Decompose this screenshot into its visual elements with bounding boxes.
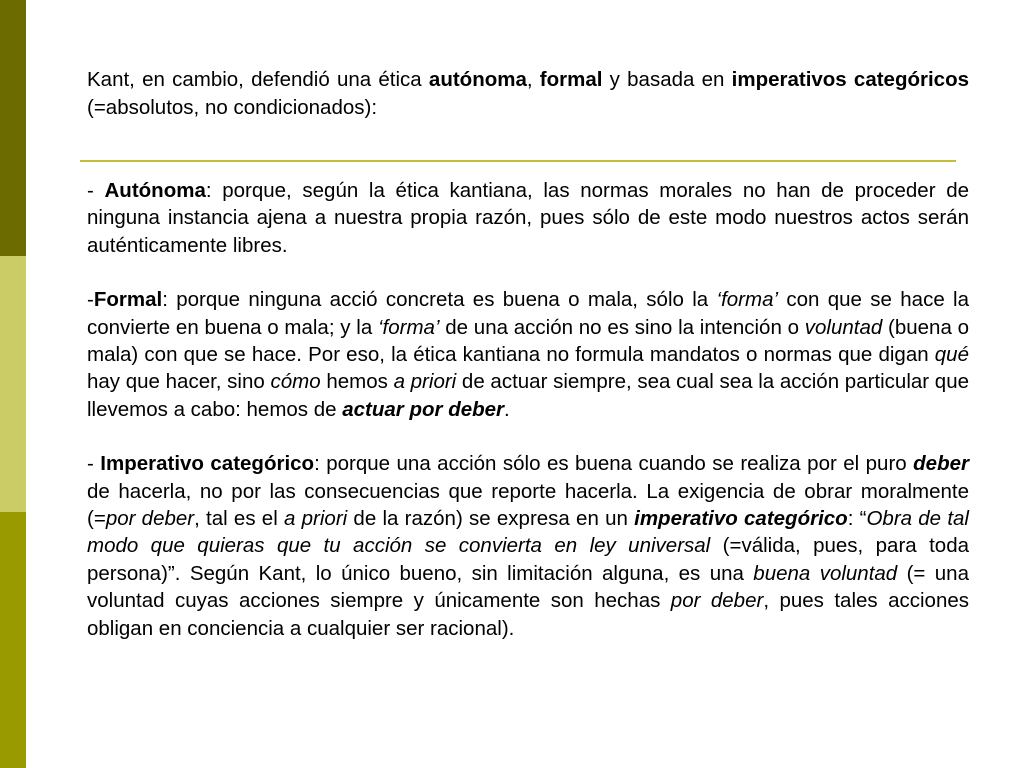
text-run: , pues tales acciones obligan en conciencia a cualquier ser racional).: [87, 589, 969, 640]
text-run: , tal es el: [194, 507, 284, 531]
decorative-sidebar: [0, 0, 26, 768]
heading-imperativo: Imperativo categórico: [100, 452, 315, 476]
text-run: -: [87, 179, 105, 202]
term-imperativos-categoricos: imperativos categóricos: [731, 68, 970, 91]
italic-run: voluntad: [804, 315, 883, 339]
italic-run: a priori: [393, 370, 457, 394]
bold-italic-run: actuar por deber: [342, 397, 505, 421]
italic-run: por deber: [105, 507, 195, 531]
heading-formal: Formal: [93, 288, 163, 312]
text-run: (= una voluntad cuyas acciones siempre y únicamente son hechas: [87, 561, 969, 613]
text-run: -: [87, 452, 101, 476]
term-formal: formal: [539, 68, 603, 91]
italic-run: buena voluntad: [753, 561, 898, 585]
italic-run: qué: [934, 343, 969, 367]
text-run: de hacerla, no por las consecuencias que reporte hacerla. La exigencia de obrar moralmente (=: [87, 479, 969, 531]
heading-autonoma: Autónoma: [104, 179, 206, 202]
intro-text: ,: [526, 68, 540, 91]
text-run: de una acción no es sino la intención o: [439, 315, 805, 339]
intro-paragraph: [87, 66, 969, 122]
body-text: [87, 177, 969, 642]
intro-text: Kant, en cambio, defendió una ética: [87, 68, 429, 91]
paragraph-imperativo: [87, 450, 969, 642]
term-autonoma: autónoma: [428, 68, 527, 91]
text-run: con que se hace la convierte en buena o mala; y la: [87, 288, 970, 339]
text-run: (buena o mala) con que se hace. Por eso, la ética kantiana no formula mandatos o normas que digan: [87, 315, 970, 367]
italic-run: por deber: [670, 589, 764, 613]
text-run: hemos: [320, 370, 394, 394]
text-run: hay que hacer, sino: [87, 370, 271, 394]
intro-text: y basada en: [602, 68, 732, 91]
text-run: : “: [847, 507, 867, 531]
paragraph-formal: [87, 286, 969, 423]
divider-line: [80, 160, 956, 162]
text-run: de actuar siempre, sea cual sea la acción particular que llevemos a cabo: hemos de: [87, 370, 970, 421]
sidebar-block-middle: [0, 256, 26, 512]
italic-run: cómo: [270, 370, 321, 394]
italic-run: ‘forma’: [716, 288, 779, 312]
text-run: : porque, según la ética kantiana, las normas morales no han de proceder de ninguna instancia ajena a nuestra propia razón, pues sólo de este modo nuestros actos serán auténticamente libres.: [87, 179, 969, 257]
italic-run: a priori: [284, 507, 348, 531]
quote-italic: Obra de tal modo que quieras que tu acción se convierta en ley universal: [87, 507, 969, 558]
intro-text: (=absolutos, no condicionados):: [87, 96, 378, 119]
italic-run: ‘forma’: [377, 315, 440, 339]
sidebar-block-bottom: [0, 512, 26, 768]
bold-italic-run: imperativo categórico: [634, 507, 848, 531]
text-run: (=válida, pues, para toda persona)”. Según Kant, lo único bueno, sin limitación alguna, es una: [87, 534, 969, 585]
text-run: .: [504, 397, 510, 421]
paragraph-autonoma: [87, 177, 969, 259]
text-run: : porque ninguna acció concreta es buena o mala, sólo la: [162, 288, 717, 312]
bold-italic-run: deber: [913, 452, 969, 476]
text-run: de la razón) se expresa en un: [347, 507, 635, 531]
text-run: : porque una acción sólo es buena cuando se realiza por el puro: [314, 452, 914, 476]
sidebar-block-top: [0, 0, 26, 256]
text-run: -: [87, 288, 94, 312]
